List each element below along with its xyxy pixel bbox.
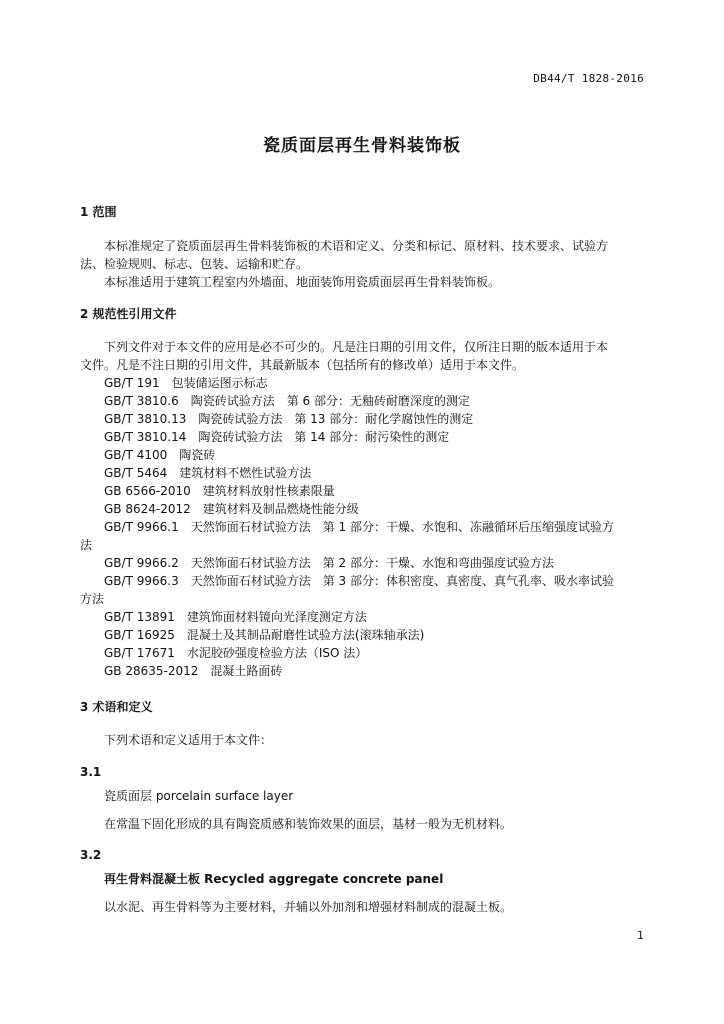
term-definition: 以水泥、再生骨料等为主要材料，并辅以外加剂和增强材料制成的混凝土板。	[104, 900, 513, 914]
section-heading: 1 范围	[80, 205, 117, 219]
section-1	[80, 203, 646, 221]
document-title: 瓷质面层再生骨料装饰板	[263, 136, 461, 156]
term-3-1-number-block	[80, 763, 646, 781]
reference-item: GB/T 191 包装储运图示标志	[104, 376, 268, 390]
reference-item-continuation: 法	[80, 538, 93, 552]
paragraph: 本标准适用于建筑工程室内外墙面、地面装饰用瓷质面层再生骨料装饰板。	[104, 275, 501, 289]
reference-item: GB 6566-2010 建筑材料放射性核素限量	[104, 484, 335, 498]
term-3-2	[80, 870, 646, 888]
reference-item-continuation: 方法	[80, 592, 105, 606]
term-definition: 在常温下固化形成的具有陶瓷质感和装饰效果的面层，基材一般为无机材料。	[104, 817, 513, 831]
reference-item: GB/T 3810.6 陶瓷砖试验方法 第 6 部分：无釉砖耐磨深度的测定	[104, 394, 470, 408]
section-2-body	[80, 338, 646, 680]
reference-item: GB 28635-2012 混凝土路面砖	[104, 664, 283, 678]
reference-item: GB/T 17671 水泥胶砂强度检验方法（ISO 法）	[104, 646, 368, 660]
term-title: 瓷质面层 porcelain surface layer	[104, 789, 294, 803]
paragraph-line: 文件。凡是不注日期的引用文件，其最新版本（包括所有的修改单）适用于本文件。	[80, 358, 525, 372]
reference-item: GB/T 13891 建筑饰面材料镜向光泽度测定方法	[104, 610, 367, 624]
section-1-body	[80, 237, 646, 291]
standard-code: DB44/T 1828-2016	[533, 72, 644, 85]
section-heading: 2 规范性引用文件	[80, 307, 177, 321]
reference-item: GB/T 5464 建筑材料不燃性试验方法	[104, 466, 312, 480]
term-3-2-number-block	[80, 846, 646, 864]
paragraph-line: 本标准规定了瓷质面层再生骨料装饰板的术语和定义、分类和标记、原材料、技术要求、试验方	[104, 239, 609, 253]
reference-item: GB/T 9966.3 天然饰面石材试验方法 第 3 部分：体积密度、真密度、真气孔率、吸水率试验	[104, 574, 614, 588]
reference-item: GB/T 9966.1 天然饰面石材试验方法 第 1 部分：干燥、水饱和、冻融循环后压缩强度试验方	[104, 520, 614, 534]
section-3-intro	[80, 731, 646, 749]
reference-item: GB/T 3810.14 陶瓷砖试验方法 第 14 部分：耐污染性的测定	[104, 430, 450, 444]
reference-item: GB/T 9966.2 天然饰面石材试验方法 第 2 部分：干燥、水饱和弯曲强度试验方法	[104, 556, 554, 570]
term-number: 3.1	[80, 765, 102, 779]
reference-item: GB/T 4100 陶瓷砖	[104, 448, 216, 462]
section-3	[80, 698, 646, 716]
section-2	[80, 305, 646, 323]
paragraph: 下列术语和定义适用于本文件：	[104, 733, 273, 747]
section-heading: 3 术语和定义	[80, 700, 153, 714]
term-title: 再生骨料混凝土板 Recycled aggregate concrete panel	[104, 872, 444, 886]
page-number: 1	[637, 929, 644, 942]
reference-item: GB/T 16925 混凝土及其制品耐磨性试验方法(滚珠轴承法)	[104, 628, 425, 642]
term-3-1	[80, 787, 646, 805]
paragraph-line: 下列文件对于本文件的应用是必不可少的。凡是注日期的引用文件，仅所注日期的版本适用于本	[104, 340, 609, 354]
term-3-1-definition	[80, 815, 646, 833]
term-number: 3.2	[80, 848, 102, 862]
reference-item: GB/T 3810.13 陶瓷砖试验方法 第 13 部分：耐化学腐蚀性的测定	[104, 412, 474, 426]
reference-item: GB 8624-2012 建筑材料及制品燃烧性能分级	[104, 502, 359, 516]
term-3-2-definition	[80, 898, 646, 916]
paragraph-line: 法、检验规则、标志、包装、运输和贮存。	[80, 257, 309, 271]
